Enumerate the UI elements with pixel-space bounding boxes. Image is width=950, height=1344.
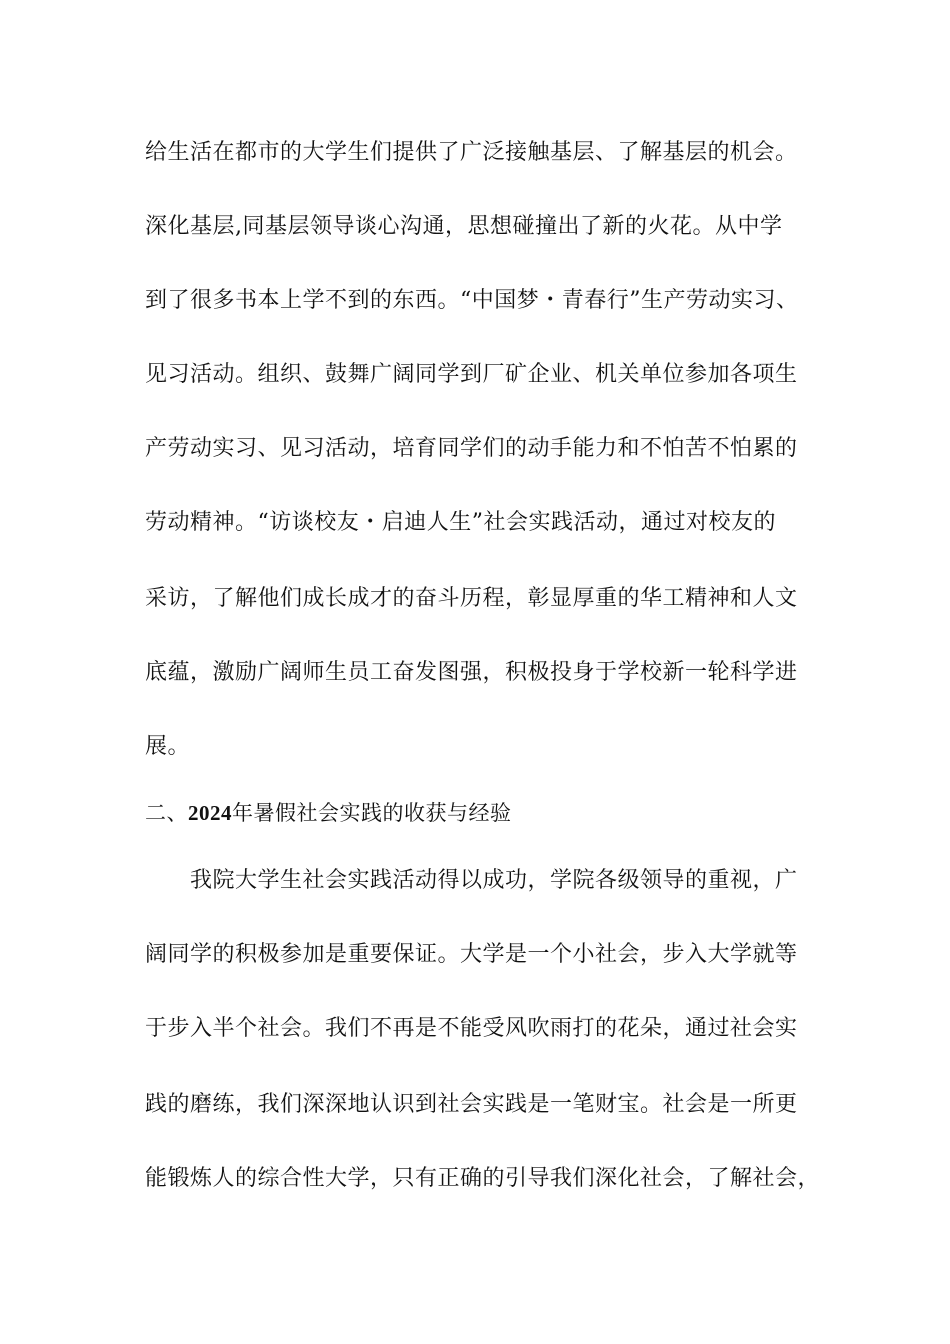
body-text-line: 深化基层,同基层领导谈心沟通，思想碰撞出了新的火花。从中学	[145, 214, 783, 239]
heading-text: 年暑假社会实践的收获与经验	[232, 801, 512, 825]
body-text-line: 到了很多书本上学不到的东西。“中国梦・青春行”生产劳动实习、	[145, 288, 799, 313]
body-text-line: 采访，了解他们成长成才的奋斗历程，彰显厚重的华工精神和人文	[145, 586, 798, 611]
body-text-line: 底蕴，激励广阔师生员工奋发图强，积极投身于学校新一轮科学进	[145, 660, 798, 685]
body-text-line: 践的磨练，我们深深地认识到社会实践是一笔财宝。社会是一所更	[145, 1092, 798, 1117]
heading-year: 2024	[188, 801, 232, 825]
body-text-line: 于步入半个社会。我们不再是不能受风吹雨打的花朵，通过社会实	[145, 1016, 798, 1041]
body-text-line: 能锻炼人的综合性大学，只有正确的引导我们深化社会，了解社会，	[145, 1166, 821, 1191]
body-text-line: 劳动精神。“访谈校友・启迪人生”社会实践活动，通过对校友的	[145, 510, 776, 535]
body-text-line-indented: 我院大学生社会实践活动得以成功，学院各级领导的重视，广	[190, 868, 798, 893]
body-text-line: 给生活在都市的大学生们提供了广泛接触基层、了解基层的机会。	[145, 140, 798, 165]
heading-prefix: 二、	[145, 801, 188, 825]
body-text-line: 见习活动。组织、鼓舞广阔同学到厂矿企业、机关单位参加各项生	[145, 362, 798, 387]
section-heading	[145, 798, 512, 828]
body-text-line: 产劳动实习、见习活动，培育同学们的动手能力和不怕苦不怕累的	[145, 436, 798, 461]
body-text-line: 展。	[145, 734, 191, 759]
body-text-line: 阔同学的积极参加是重要保证。大学是一个小社会，步入大学就等	[145, 942, 798, 967]
